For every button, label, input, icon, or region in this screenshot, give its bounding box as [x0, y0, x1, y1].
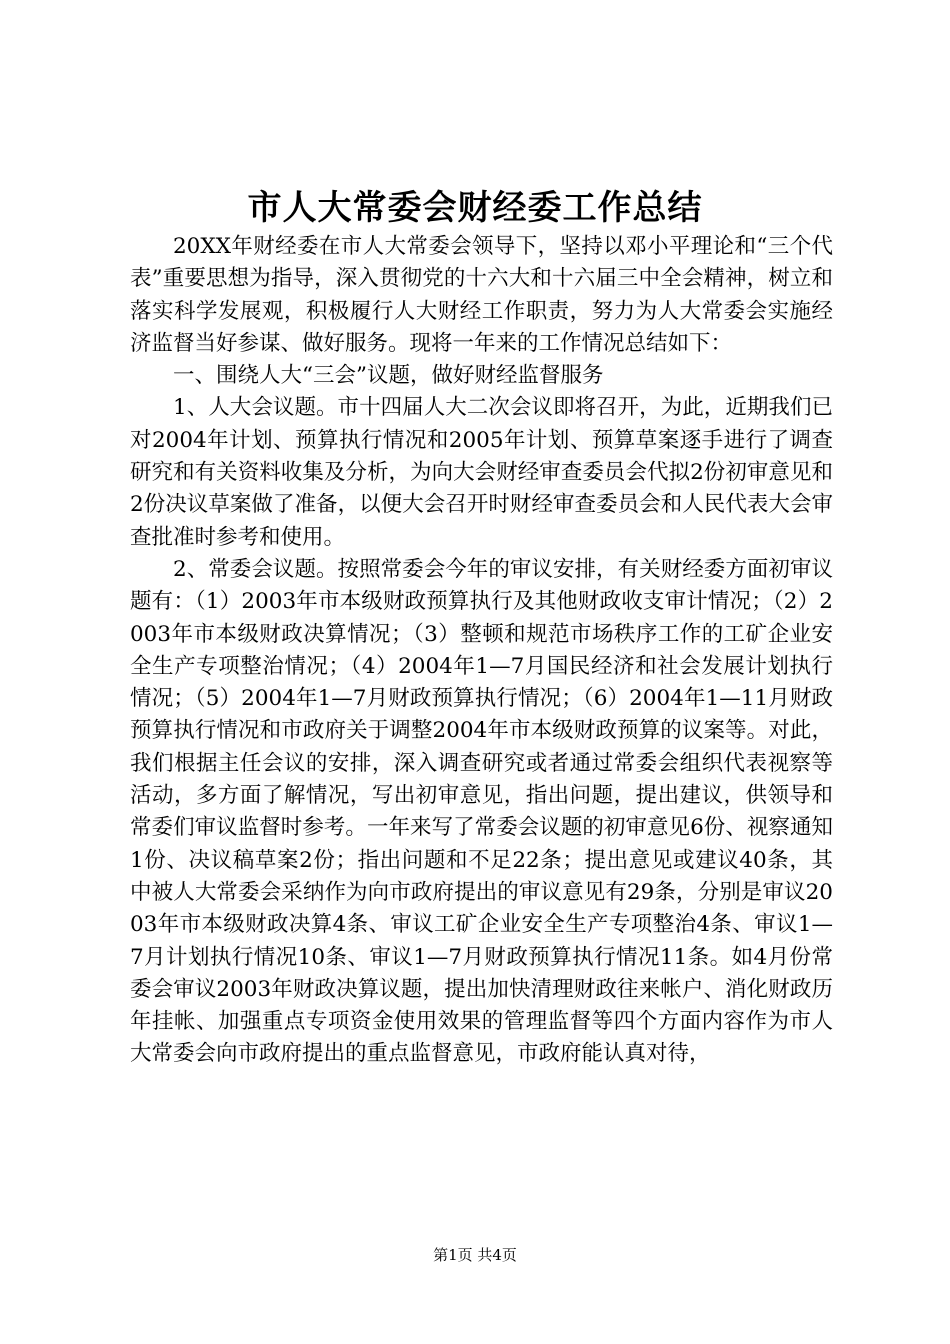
page-footer: 第1页 共4页: [433, 1246, 517, 1264]
document-body: [130, 231, 833, 1071]
section-heading: 一、围绕人大“三会”议题，做好财经监督服务: [173, 363, 604, 389]
intro-paragraph: 20XX年财经委在市人大常委会领导下，坚持以邓小平理论和“三个代表”重要思想为指导，深入贯彻党的十六大和十六届三中全会精神，树立和落实科学发展观，积极履行人大财经工作职责，努力为人大常委会实施经济监督当好参谋、做好服务。现将一年来的工作情况总结如下：: [130, 234, 833, 356]
item-paragraph-2: 2、常委会议题。按照常委会今年的审议安排，有关财经委方面初审议题有：（1）2003年市本级财政预算执行及其他财政收支审计情况；（2）2003年市本级财政决算情况；（3）整顿和规范市场秩序工作的工矿企业安全生产专项整治情况；（4）2004年1—7月国民经济和社会发展计划执行情况；（5）2004年1—7月财政预算执行情况；（6）2004年1—11月财政预算执行情况和市政府关于调整2004年市本级财政预算的议案等。对此，我们根据主任会议的安排，深入调查研究或者通过常委会组织代表视察等活动，多方面了解情况，写出初审意见，指出问题，提出建议，供领导和常委们审议监督时参考。一年来写了常委会议题的初审意见6份、视察通知1份、决议稿草案2份；指出问题和不足22条；提出意见或建议40条，其中被人大常委会采纳作为向市政府提出的审议意见有29条，分别是审议2003年市本级财政决算4条、审议工矿企业安全生产专项整治4条、审议1—7月计划执行情况10条、审议1—7月财政预算执行情况11条。如4月份常委会审议2003年财政决算议题，提出加快清理财政往来帐户、消化财政历年挂帐、加强重点专项资金使用效果的管理监督等四个方面内容作为市人大常委会向市政府提出的重点监督意见，市政府能认真对待，: [130, 556, 833, 1067]
document-title: 市人大常委会财经委工作总结: [247, 188, 703, 228]
item-paragraph-1: 1、人大会议题。市十四届人大二次会议即将召开，为此，近期我们已对2004年计划、预算执行情况和2005年计划、预算草案逐手进行了调查研究和有关资料收集及分析，为向大会财经审查委员会代拟2份初审意见和2份决议草案做了准备，以便大会召开时财经审查委员会和人民代表大会审查批准时参考和使用。: [130, 395, 833, 550]
